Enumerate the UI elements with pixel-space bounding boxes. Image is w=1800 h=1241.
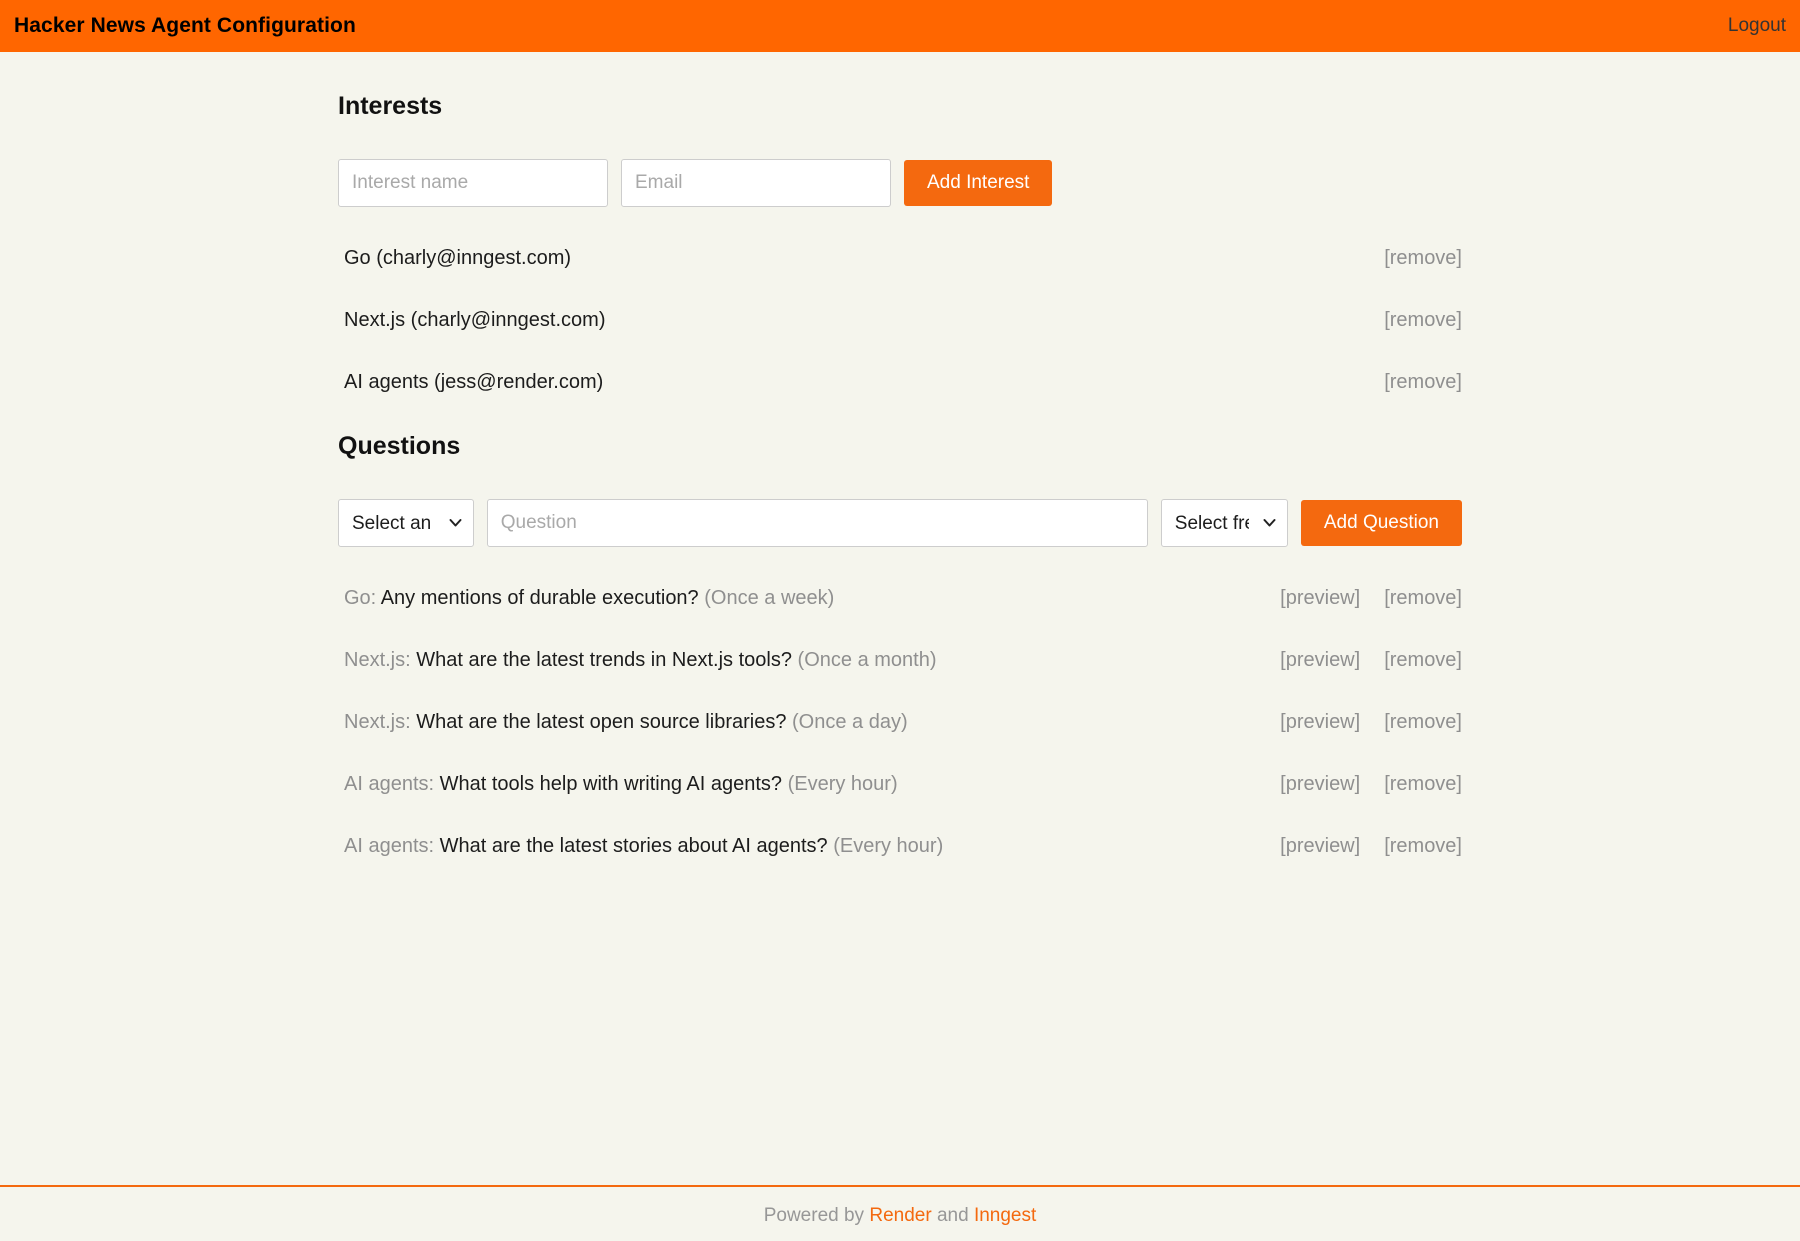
remove-question-link[interactable]: [remove]: [1384, 773, 1462, 795]
render-link[interactable]: Render: [869, 1205, 932, 1226]
preview-question-link[interactable]: [preview]: [1280, 649, 1361, 671]
question-frequency: (Every hour): [833, 835, 944, 857]
question-row: [338, 772, 1462, 796]
question-row-links: [1280, 710, 1462, 734]
question-interest-prefix: Next.js:: [344, 649, 411, 671]
question-row: [338, 710, 1462, 734]
question-frequency: (Once a month): [797, 649, 937, 671]
question-frequency: (Every hour): [787, 773, 898, 795]
interests-heading: Interests: [338, 92, 443, 120]
question-row: [338, 648, 1462, 672]
question-input[interactable]: [487, 499, 1148, 547]
question-interest-prefix: Go:: [344, 587, 377, 609]
interest-label: Go (charly@inngest.com): [344, 247, 572, 269]
interest-row: [338, 246, 1462, 270]
footer: [0, 1185, 1800, 1241]
question-row: [338, 586, 1462, 610]
questions-section: [338, 432, 1462, 858]
app-title: Hacker News Agent Configuration: [14, 14, 356, 37]
preview-question-link[interactable]: [preview]: [1280, 587, 1361, 609]
question-text: What are the latest stories about AI agents?: [439, 835, 828, 857]
powered-by-text: Powered by: [763, 1205, 865, 1226]
add-question-form: [338, 499, 1462, 547]
frequency-select[interactable]: [1161, 499, 1288, 547]
question-frequency: (Once a week): [704, 587, 835, 609]
interest-label: AI agents (jess@render.com): [344, 371, 604, 393]
logout-link[interactable]: Logout: [1727, 15, 1786, 36]
question-text-group: [344, 648, 937, 672]
main-content: [338, 52, 1462, 1185]
question-list: [338, 586, 1462, 858]
remove-interest-link[interactable]: [remove]: [1384, 309, 1462, 331]
question-text-group: [344, 710, 908, 734]
remove-question-link[interactable]: [remove]: [1384, 649, 1462, 671]
question-interest-prefix: AI agents:: [344, 835, 435, 857]
question-text: What are the latest trends in Next.js tools?: [416, 649, 792, 671]
interest-row: [338, 370, 1462, 394]
remove-question-link[interactable]: [remove]: [1384, 711, 1462, 733]
interest-select[interactable]: [338, 499, 474, 547]
interest-select-wrap: [338, 499, 474, 547]
remove-interest-link[interactable]: [remove]: [1384, 371, 1462, 393]
question-row-links: [1280, 772, 1462, 796]
question-text: What are the latest open source libraries?: [416, 711, 787, 733]
add-interest-form: [338, 159, 1462, 207]
question-text-group: [344, 586, 834, 610]
question-interest-prefix: AI agents:: [344, 773, 435, 795]
preview-question-link[interactable]: [preview]: [1280, 711, 1361, 733]
question-frequency: (Once a day): [792, 711, 908, 733]
and-text: and: [936, 1205, 969, 1226]
preview-question-link[interactable]: [preview]: [1280, 835, 1361, 857]
question-row: [338, 834, 1462, 858]
remove-interest-link[interactable]: [remove]: [1384, 247, 1462, 269]
question-text: What tools help with writing AI agents?: [439, 773, 783, 795]
frequency-select-wrap: [1161, 499, 1288, 547]
question-row-links: [1280, 834, 1462, 858]
interest-name-input[interactable]: [338, 159, 608, 207]
interest-email-input[interactable]: [621, 159, 891, 207]
remove-question-link[interactable]: [remove]: [1384, 835, 1462, 857]
add-question-button[interactable]: Add Question: [1301, 500, 1462, 546]
remove-question-link[interactable]: [remove]: [1384, 587, 1462, 609]
add-interest-button[interactable]: Add Interest: [904, 160, 1052, 206]
questions-heading: Questions: [338, 432, 461, 460]
header-bar: [0, 0, 1800, 52]
question-text-group: [344, 834, 943, 858]
question-interest-prefix: Next.js:: [344, 711, 411, 733]
question-row-links: [1280, 648, 1462, 672]
inngest-link[interactable]: Inngest: [973, 1205, 1037, 1226]
interest-list: [338, 246, 1462, 394]
interests-section: [338, 92, 1462, 394]
question-text: Any mentions of durable execution?: [380, 587, 699, 609]
question-row-links: [1280, 586, 1462, 610]
question-text-group: [344, 772, 898, 796]
preview-question-link[interactable]: [preview]: [1280, 773, 1361, 795]
interest-row: [338, 308, 1462, 332]
interest-label: Next.js (charly@inngest.com): [344, 309, 606, 331]
